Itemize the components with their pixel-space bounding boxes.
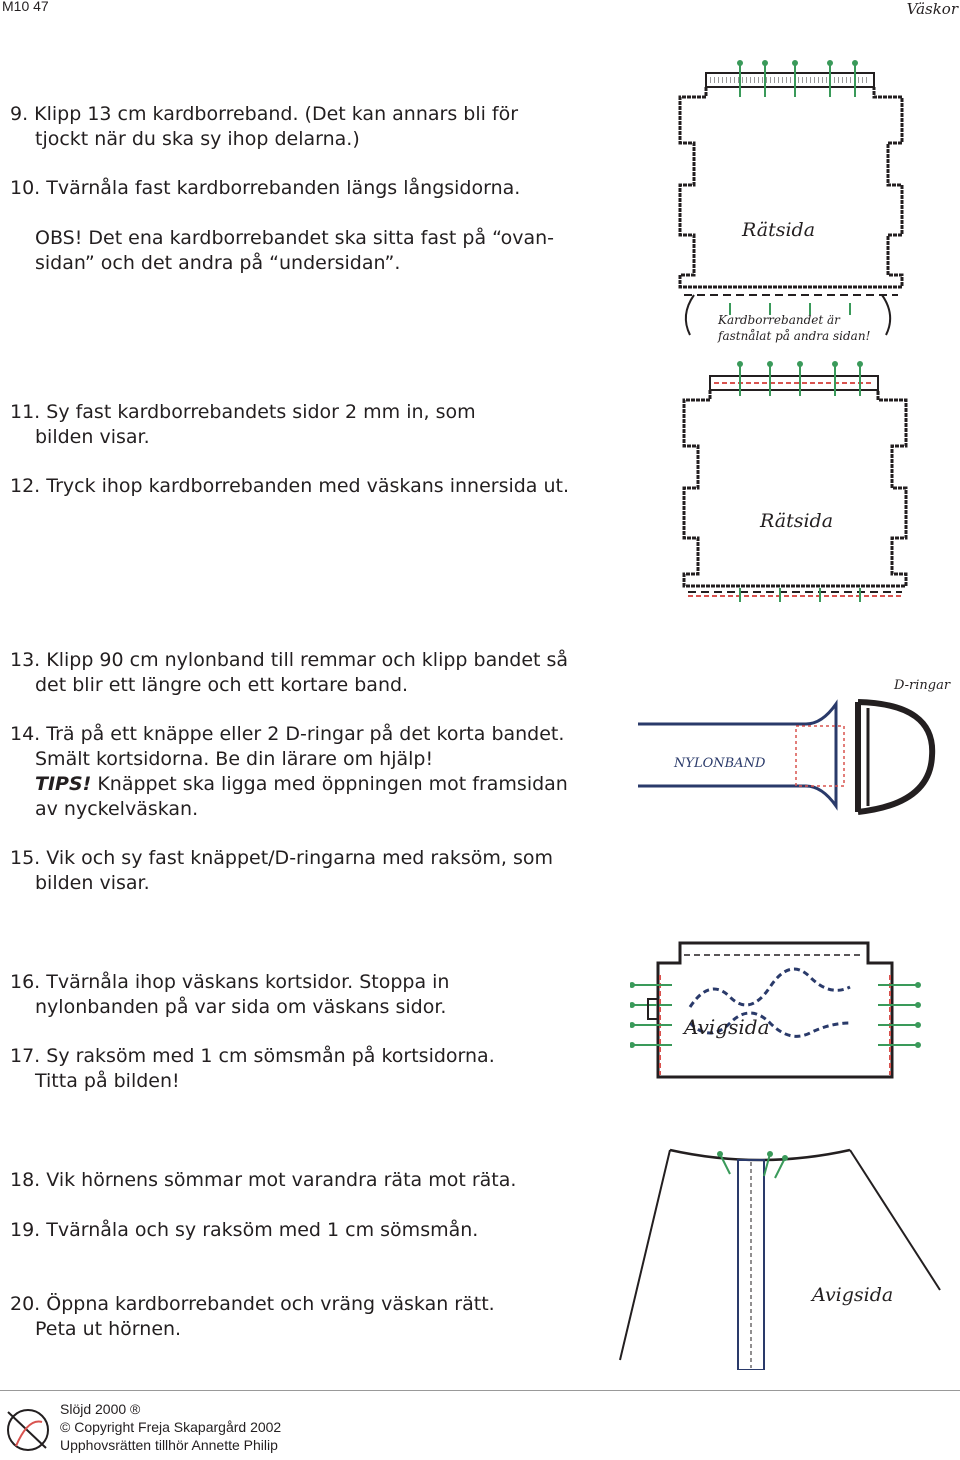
step-text: 13. Klipp 90 cm nylonband till remmar och klipp bandet så [10,649,569,671]
step-text: nylonbanden på var sida om väskans sidor. [35,996,447,1018]
step-10 [10,176,630,201]
footer-line: © Copyright Freja Skapargård 2002 [60,1419,282,1435]
step-text: 20. Öppna kardborrebandet och vräng väskan rätt. [10,1293,495,1315]
tips-label: TIPS! [35,773,92,795]
nylonband-label: NYLONBAND [674,756,766,771]
step-20 [10,1292,630,1342]
step-text: bilden visar. [35,426,150,448]
bag-inside-drawing [630,935,960,1095]
figure-note: fastnålat på andra sidan! [718,329,871,343]
step-text: 12. Tryck ihop kardborrebanden med väskans innersida ut. [10,475,570,497]
step-19 [10,1218,630,1243]
tips-line [10,772,630,797]
step-12 [10,474,630,499]
step-18 [10,1168,630,1193]
step-11 [10,400,630,450]
step-text: OBS! Det ena kardborrebandet ska sitta fast på “ovan- [35,227,555,249]
page-number: M10 47 [2,0,49,14]
step-text: 14. Trä på ett knäppe eller 2 D-ringar på det korta bandet. [10,723,565,745]
step-text: 18. Vik hörnens sömmar mot varandra räta mot räta. [10,1169,517,1191]
footer-line: Upphovsrätten tillhör Annette Philip [60,1437,278,1453]
footer-credits [60,1400,281,1454]
footer-line: Slöjd 2000 ® [60,1401,141,1417]
figure-label: Rätsida [760,510,834,532]
section-title: Väskor [906,0,958,18]
bag-piece-drawing [670,360,960,610]
figure-label: Avigsida [684,1015,770,1039]
figure-short-sides [630,935,960,1095]
step-text: 17. Sy raksöm med 1 cm sömsmån på kortsidorna. [10,1045,495,1067]
step-text: sidan” och det andra på “undersidan”. [35,252,401,274]
footer-divider [0,1390,960,1391]
figure-nylon-band [636,674,960,834]
tips-text: Knäppet ska ligga med öppningen mot framsidan [91,773,568,795]
step-14 [10,722,630,822]
step-9 [10,102,630,152]
step-text: 11. Sy fast kardborrebandets sidor 2 mm in, som [10,401,476,423]
bag-piece-drawing [670,55,960,355]
step-text: tjockt när du ska sy ihop delarna.) [35,128,360,150]
step-text: 9. Klipp 13 cm kardborreband. (Det kan annars bli för [10,103,519,125]
step-text: 19. Tvärnåla och sy raksöm med 1 cm sömsmån. [10,1219,479,1241]
step-17 [10,1044,630,1094]
step-text: Titta på bilden! [35,1070,180,1092]
figure-corner-seam [610,1140,960,1370]
step-text: 10. Tvärnåla fast kardborrebanden längs långsidorna. [10,177,521,199]
figure-velcro-sewn [670,360,960,610]
step-text: 15. Vik och sy fast knäppet/D-ringarna med raksöm, som [10,847,553,869]
step-text: Smält kortsidorna. Be din lärare om hjälp! [35,748,434,770]
figure-note: Kardborrebandet är [718,313,840,327]
figure-velcro-pinned [670,55,960,355]
obs-note [10,226,630,276]
step-text: av nyckelväskan. [35,798,199,820]
nylon-band-drawing [636,674,960,834]
step-15 [10,846,630,896]
slojd-logo-icon [2,1402,54,1460]
dring-label: D-ringar [894,678,951,693]
step-13 [10,648,630,698]
step-text: bilden visar. [35,872,150,894]
figure-label: Avigsida [812,1284,894,1306]
step-text: Peta ut hörnen. [35,1318,182,1340]
step-text: det blir ett längre och ett kortare band. [35,674,409,696]
step-text: 16. Tvärnåla ihop väskans kortsidor. Stoppa in [10,971,450,993]
step-16 [10,970,630,1020]
figure-label: Rätsida [742,219,816,241]
corner-seam-drawing [610,1140,960,1370]
